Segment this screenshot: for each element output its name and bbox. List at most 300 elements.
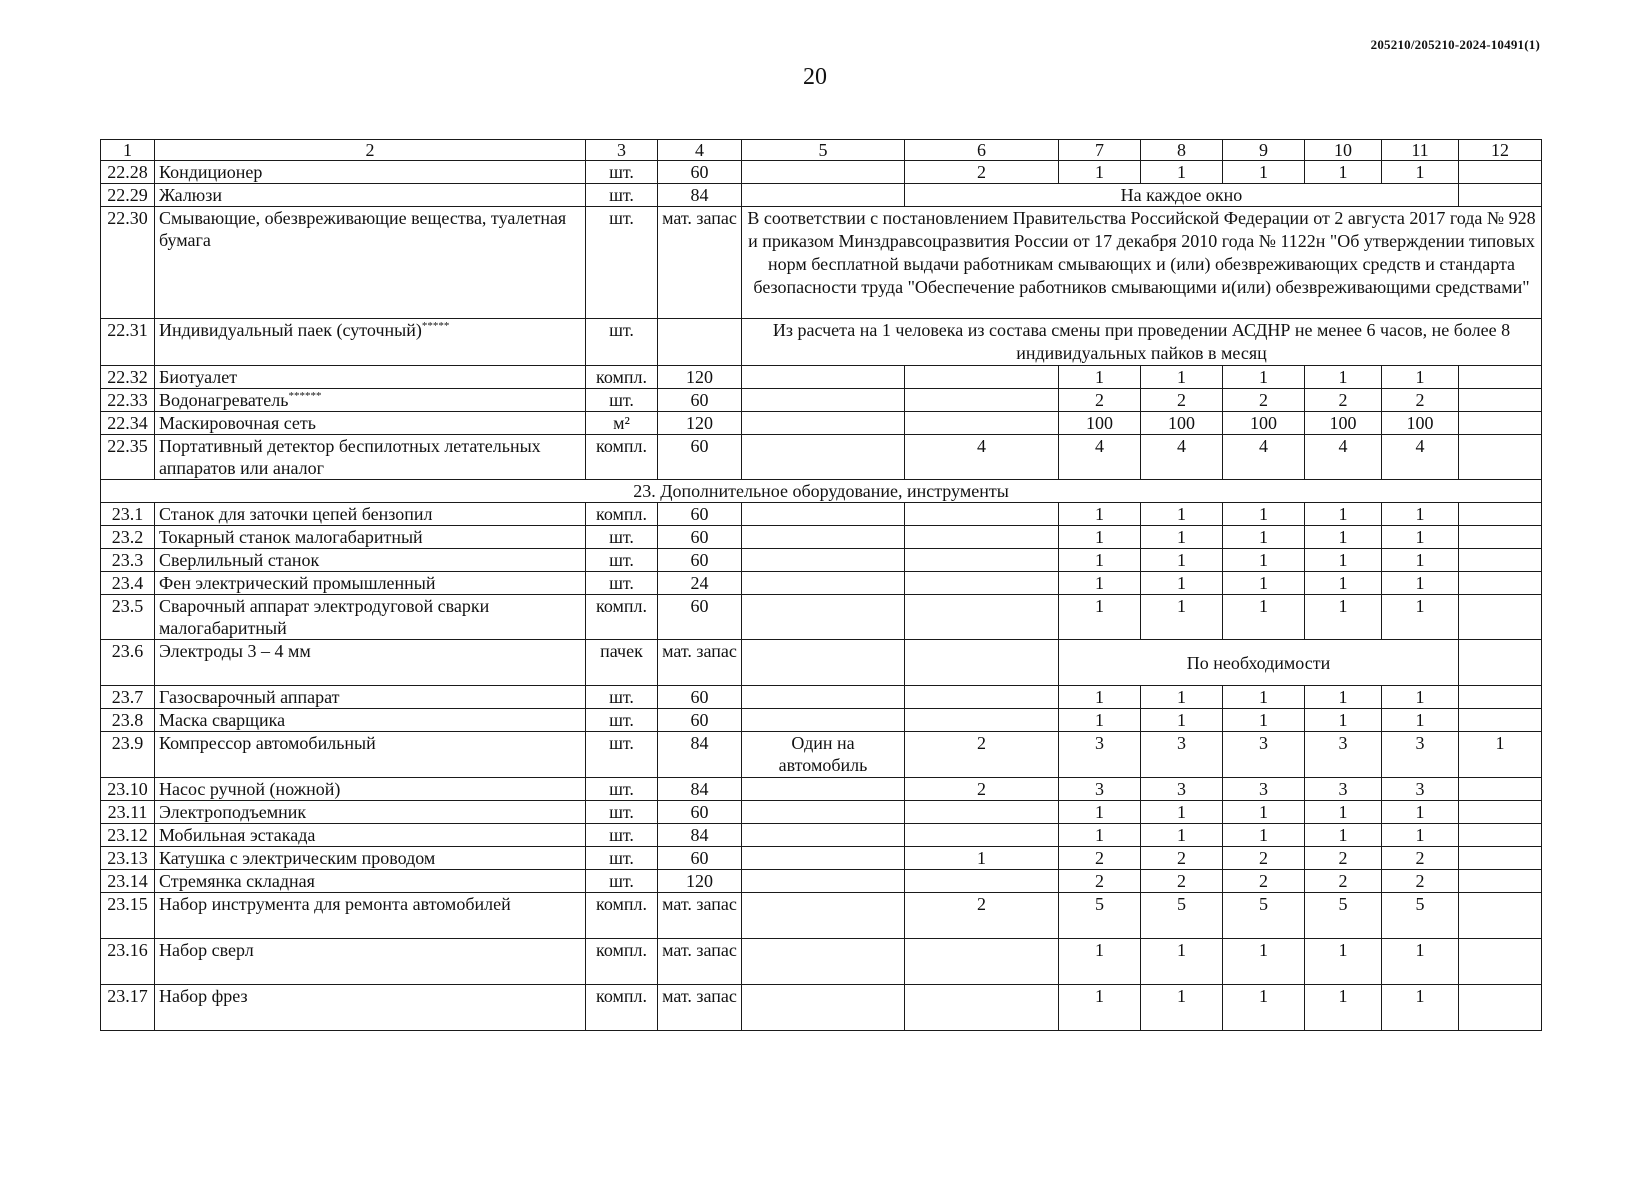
qty-cell: 1 [1223, 503, 1305, 526]
qty-cell: 1 [1305, 824, 1382, 847]
qty-cell: 2 [1059, 847, 1141, 870]
item-name-text: Биотуалет [159, 367, 238, 387]
row-number: 23.17 [101, 985, 155, 1031]
col5-cell [742, 985, 905, 1031]
col5-cell [742, 161, 905, 184]
qty-cell: 2 [905, 732, 1059, 778]
qty-cell: 1 [1141, 801, 1223, 824]
item-name [155, 572, 586, 595]
item-name-text: Электроды 3 – 4 мм [159, 641, 311, 661]
equipment-table [100, 139, 1542, 1031]
qty-cell: 2 [905, 778, 1059, 801]
qty-cell: 100 [1141, 412, 1223, 435]
row-number: 23.10 [101, 778, 155, 801]
table-row [101, 709, 1542, 732]
column-header: 3 [586, 140, 658, 161]
col5-cell [742, 549, 905, 572]
column-header: 8 [1141, 140, 1223, 161]
footnote-marker: ***** [421, 320, 450, 332]
qty-cell [1459, 572, 1542, 595]
item-name [155, 595, 586, 640]
qty-cell: 4 [1305, 435, 1382, 480]
qty-cell: 1 [1141, 595, 1223, 640]
col5-cell [742, 824, 905, 847]
col5-cell [742, 870, 905, 893]
qty-cell [905, 389, 1059, 412]
item-name-text: Индивидуальный паек (суточный) [159, 320, 422, 340]
qty-cell: 1 [1305, 939, 1382, 985]
qty-cell: 1 [1059, 526, 1141, 549]
qty-cell: 1 [1141, 939, 1223, 985]
table-row [101, 939, 1542, 985]
qty-cell: 2 [1305, 847, 1382, 870]
qty-cell: 1 [1382, 503, 1459, 526]
row-number: 23.14 [101, 870, 155, 893]
qty-cell: 1 [1305, 526, 1382, 549]
item-name-text: Фен электрический промышленный [159, 573, 436, 593]
col5-cell [742, 503, 905, 526]
qty-cell: 1 [1059, 709, 1141, 732]
item-name-text: Стремянка складная [159, 871, 315, 891]
unit-cell: пачек [586, 640, 658, 686]
qty-cell [905, 595, 1059, 640]
qty-cell: 1 [1305, 161, 1382, 184]
table-row [101, 801, 1542, 824]
unit-cell: шт. [586, 526, 658, 549]
row-number: 22.33 [101, 389, 155, 412]
col5-cell [742, 435, 905, 480]
qty-cell [1459, 778, 1542, 801]
period-cell [658, 319, 742, 366]
item-name [155, 893, 586, 939]
column-header: 6 [905, 140, 1059, 161]
col5-cell [742, 640, 905, 686]
table-row [101, 319, 1542, 366]
qty-cell: 1 [1382, 526, 1459, 549]
qty-cell: 3 [1223, 778, 1305, 801]
qty-cell: 1 [1459, 732, 1542, 778]
qty-cell [905, 985, 1059, 1031]
item-name-text: Маскировочная сеть [159, 413, 316, 433]
qty-cell [1459, 161, 1542, 184]
unit-cell: шт. [586, 824, 658, 847]
item-name [155, 435, 586, 480]
period-cell: мат. запас [658, 939, 742, 985]
qty-cell [1459, 893, 1542, 939]
period-cell: 60 [658, 801, 742, 824]
qty-cell: 1 [1059, 549, 1141, 572]
qty-cell [1459, 939, 1542, 985]
qty-cell: 2 [1305, 870, 1382, 893]
column-header: 5 [742, 140, 905, 161]
qty-cell [1459, 389, 1542, 412]
row-number: 23.1 [101, 503, 155, 526]
period-cell: 60 [658, 686, 742, 709]
table-row [101, 389, 1542, 412]
item-name [155, 709, 586, 732]
qty-cell: 1 [1305, 709, 1382, 732]
qty-cell: 1 [1059, 503, 1141, 526]
qty-cell [905, 870, 1059, 893]
unit-cell: шт. [586, 732, 658, 778]
qty-cell: 1 [1059, 595, 1141, 640]
period-cell: 60 [658, 595, 742, 640]
qty-cell: 2 [1223, 870, 1305, 893]
note-cell: В соответствии с постановлением Правительства Российской Федерации от 2 августа 2017 года № 928 и приказом Минздравсоцразвития России от 17 декабря 2010 года № 1122н "Об утверждении типовых норм бесплатной выдачи работникам смывающих и (или) обезвреживающих средств и стандарта безопасности труда "Обеспечение работников смывающими и(или) обезвреживающими средствами" [742, 207, 1542, 319]
qty-cell: 4 [905, 435, 1059, 480]
item-name [155, 412, 586, 435]
qty-cell: 1 [1382, 366, 1459, 389]
qty-cell: 2 [1141, 870, 1223, 893]
item-name-text: Водонагреватель [159, 390, 289, 410]
qty-cell [905, 366, 1059, 389]
column-header: 7 [1059, 140, 1141, 161]
qty-cell: 1 [1382, 595, 1459, 640]
qty-cell [1459, 435, 1542, 480]
col5-cell [742, 184, 905, 207]
qty-cell: 1 [1141, 161, 1223, 184]
qty-cell: 1 [1141, 709, 1223, 732]
qty-cell [1459, 870, 1542, 893]
qty-cell: 1 [1223, 366, 1305, 389]
qty-cell: 1 [1059, 366, 1141, 389]
item-name-text: Токарный станок малогабаритный [159, 527, 423, 547]
col5-cell [742, 526, 905, 549]
table-row [101, 893, 1542, 939]
column-header: 4 [658, 140, 742, 161]
period-cell: 24 [658, 572, 742, 595]
qty-cell: 1 [1305, 572, 1382, 595]
qty-cell: 1 [1382, 572, 1459, 595]
row-number: 22.34 [101, 412, 155, 435]
qty-cell: 1 [1223, 161, 1305, 184]
qty-cell: 2 [905, 161, 1059, 184]
col5-cell [742, 893, 905, 939]
qty-cell: 3 [1223, 732, 1305, 778]
qty-cell [1459, 985, 1542, 1031]
qty-cell: 2 [1305, 389, 1382, 412]
table-row [101, 640, 1542, 686]
qty-cell: 1 [1059, 801, 1141, 824]
unit-cell: компл. [586, 939, 658, 985]
qty-cell: 1 [1223, 686, 1305, 709]
row-number: 22.35 [101, 435, 155, 480]
qty-cell: 1 [1382, 709, 1459, 732]
qty-cell: 4 [1382, 435, 1459, 480]
qty-cell: 1 [905, 847, 1059, 870]
col5-cell [742, 778, 905, 801]
qty-cell: 1 [1223, 572, 1305, 595]
qty-cell: 1 [1059, 985, 1141, 1031]
note-cell: Из расчета на 1 человека из состава смены при проведении АСДНР не менее 6 часов, не более 8 индивидуальных пайков в месяц [742, 319, 1542, 366]
item-name [155, 184, 586, 207]
qty-cell: 1 [1305, 595, 1382, 640]
qty-cell: 2 [1382, 847, 1459, 870]
item-name-text: Набор сверл [159, 940, 254, 960]
table-row [101, 435, 1542, 480]
item-name-text: Кондиционер [159, 162, 263, 182]
table-row [101, 778, 1542, 801]
item-name [155, 732, 586, 778]
period-cell: 60 [658, 503, 742, 526]
qty-cell: 5 [1223, 893, 1305, 939]
unit-cell: шт. [586, 801, 658, 824]
qty-cell [905, 412, 1059, 435]
table-row [101, 985, 1542, 1031]
qty-cell: 1 [1223, 824, 1305, 847]
note-cell: По необходимости [1059, 640, 1459, 686]
column-header: 1 [101, 140, 155, 161]
qty-cell: 1 [1305, 801, 1382, 824]
unit-cell: шт. [586, 389, 658, 412]
qty-cell: 2 [1141, 847, 1223, 870]
qty-cell: 1 [1141, 572, 1223, 595]
qty-cell: 4 [1141, 435, 1223, 480]
qty-cell: 2 [1223, 847, 1305, 870]
item-name-text: Сварочный аппарат электродуговой сварки малогабаритный [159, 596, 490, 638]
unit-cell: компл. [586, 893, 658, 939]
item-name [155, 366, 586, 389]
row-number: 23.7 [101, 686, 155, 709]
col5-cell [742, 801, 905, 824]
qty-cell: 1 [1141, 824, 1223, 847]
qty-cell: 1 [1141, 503, 1223, 526]
qty-cell: 1 [1382, 824, 1459, 847]
period-cell: 120 [658, 366, 742, 389]
item-name-text: Электроподъемник [159, 802, 307, 822]
unit-cell: м² [586, 412, 658, 435]
qty-cell: 1 [1141, 686, 1223, 709]
qty-cell [1459, 549, 1542, 572]
qty-cell: 1 [1305, 985, 1382, 1031]
period-cell: 120 [658, 870, 742, 893]
period-cell: 60 [658, 161, 742, 184]
period-cell: 84 [658, 778, 742, 801]
qty-cell: 3 [1141, 778, 1223, 801]
page-number: 20 [803, 64, 827, 90]
table-row [101, 503, 1542, 526]
qty-cell: 1 [1382, 161, 1459, 184]
qty-cell: 1 [1223, 985, 1305, 1031]
period-cell: мат. запас [658, 640, 742, 686]
unit-cell: шт. [586, 686, 658, 709]
item-name-text: Маска сварщика [159, 710, 286, 730]
unit-cell: шт. [586, 161, 658, 184]
column-header: 9 [1223, 140, 1305, 161]
column-header: 2 [155, 140, 586, 161]
unit-cell: компл. [586, 503, 658, 526]
unit-cell: шт. [586, 709, 658, 732]
item-name-text: Компрессор автомобильный [159, 733, 376, 753]
qty-cell: 3 [1141, 732, 1223, 778]
period-cell: 84 [658, 732, 742, 778]
row-number: 23.4 [101, 572, 155, 595]
item-name-text: Набор инструмента для ремонта автомобилей [159, 894, 511, 914]
item-name [155, 526, 586, 549]
item-name [155, 640, 586, 686]
qty-cell: 100 [1059, 412, 1141, 435]
col5-cell: Один на автомобиль [742, 732, 905, 778]
qty-cell: 3 [1382, 778, 1459, 801]
period-cell: 60 [658, 549, 742, 572]
qty-cell: 2 [1059, 870, 1141, 893]
qty-cell: 3 [1059, 732, 1141, 778]
qty-cell: 2 [1382, 870, 1459, 893]
period-cell: 84 [658, 184, 742, 207]
row-number: 23.3 [101, 549, 155, 572]
qty-cell [905, 572, 1059, 595]
col5-cell [742, 939, 905, 985]
qty-cell [905, 640, 1059, 686]
section-title: 23. Дополнительное оборудование, инструменты [101, 480, 1542, 503]
qty-cell: 100 [1305, 412, 1382, 435]
period-cell: 60 [658, 709, 742, 732]
col5-cell [742, 366, 905, 389]
item-name [155, 778, 586, 801]
item-name [155, 549, 586, 572]
column-header: 11 [1382, 140, 1459, 161]
unit-cell: компл. [586, 366, 658, 389]
unit-cell: шт. [586, 184, 658, 207]
row-number: 23.2 [101, 526, 155, 549]
qty-cell: 3 [1305, 732, 1382, 778]
qty-cell [1459, 412, 1542, 435]
qty-cell: 1 [1059, 572, 1141, 595]
row-number: 23.16 [101, 939, 155, 985]
period-cell: мат. запас [658, 207, 742, 319]
item-name-text: Насос ручной (ножной) [159, 779, 341, 799]
unit-cell: шт. [586, 572, 658, 595]
table-row [101, 870, 1542, 893]
qty-cell: 1 [1141, 985, 1223, 1031]
row-number: 22.32 [101, 366, 155, 389]
qty-cell [1459, 709, 1542, 732]
qty-cell [905, 549, 1059, 572]
qty-cell [1459, 847, 1542, 870]
qty-cell [1459, 640, 1542, 686]
qty-cell: 5 [1059, 893, 1141, 939]
qty-cell [1459, 686, 1542, 709]
qty-cell: 1 [1305, 686, 1382, 709]
item-name-text: Мобильная эстакада [159, 825, 316, 845]
item-name-text: Смывающие, обезвреживающие вещества, туалетная бумага [159, 208, 567, 250]
item-name-text: Газосварочный аппарат [159, 687, 340, 707]
row-number: 22.30 [101, 207, 155, 319]
qty-cell: 1 [1305, 503, 1382, 526]
period-cell: 60 [658, 526, 742, 549]
row-number: 23.9 [101, 732, 155, 778]
unit-cell: компл. [586, 435, 658, 480]
period-cell: 120 [658, 412, 742, 435]
unit-cell: шт. [586, 549, 658, 572]
item-name [155, 870, 586, 893]
table-header-row [101, 140, 1542, 161]
qty-cell: 4 [1059, 435, 1141, 480]
row-number: 23.15 [101, 893, 155, 939]
period-cell: мат. запас [658, 985, 742, 1031]
qty-cell [905, 686, 1059, 709]
table-row [101, 549, 1542, 572]
qty-cell [905, 801, 1059, 824]
col5-cell [742, 595, 905, 640]
qty-cell: 1 [1059, 824, 1141, 847]
item-name-text: Набор фрез [159, 986, 248, 1006]
unit-cell: шт. [586, 778, 658, 801]
qty-cell: 1 [1382, 686, 1459, 709]
qty-cell [1459, 526, 1542, 549]
table-row [101, 686, 1542, 709]
qty-cell: 1 [1141, 549, 1223, 572]
unit-cell: шт. [586, 870, 658, 893]
row-number: 23.6 [101, 640, 155, 686]
col5-cell [742, 572, 905, 595]
table-row [101, 184, 1542, 207]
row-number: 23.8 [101, 709, 155, 732]
table-row [101, 824, 1542, 847]
table-row [101, 207, 1542, 319]
qty-cell: 1 [1059, 686, 1141, 709]
item-name [155, 801, 586, 824]
unit-cell: шт. [586, 319, 658, 366]
table-row [101, 732, 1542, 778]
period-cell: 84 [658, 824, 742, 847]
qty-cell: 1 [1059, 161, 1141, 184]
qty-cell: 1 [1382, 939, 1459, 985]
footnote-marker: ****** [288, 390, 322, 402]
row-number: 23.12 [101, 824, 155, 847]
qty-cell: 100 [1382, 412, 1459, 435]
item-name [155, 161, 586, 184]
qty-cell: 1 [1223, 939, 1305, 985]
unit-cell: компл. [586, 985, 658, 1031]
item-name [155, 939, 586, 985]
qty-cell [905, 709, 1059, 732]
item-name-text: Сверлильный станок [159, 550, 320, 570]
qty-cell [905, 824, 1059, 847]
item-name [155, 319, 586, 366]
col5-cell [742, 709, 905, 732]
qty-cell: 2 [1059, 389, 1141, 412]
item-name [155, 503, 586, 526]
qty-cell [1459, 184, 1542, 207]
table-row [101, 366, 1542, 389]
unit-cell: шт. [586, 207, 658, 319]
qty-cell: 1 [1141, 366, 1223, 389]
qty-cell: 5 [1141, 893, 1223, 939]
item-name [155, 389, 586, 412]
qty-cell: 4 [1223, 435, 1305, 480]
row-number: 23.11 [101, 801, 155, 824]
document-id: 205210/205210-2024-10491(1) [1370, 37, 1540, 52]
qty-cell [905, 526, 1059, 549]
row-number: 22.31 [101, 319, 155, 366]
item-name [155, 985, 586, 1031]
row-number: 23.13 [101, 847, 155, 870]
row-number: 23.5 [101, 595, 155, 640]
item-name-text: Катушка с электрическим проводом [159, 848, 436, 868]
item-name [155, 847, 586, 870]
col5-cell [742, 686, 905, 709]
row-number: 22.29 [101, 184, 155, 207]
qty-cell: 2 [1141, 389, 1223, 412]
qty-cell: 3 [1059, 778, 1141, 801]
period-cell: 60 [658, 435, 742, 480]
qty-cell: 1 [1305, 366, 1382, 389]
qty-cell: 1 [1382, 801, 1459, 824]
qty-cell [1459, 595, 1542, 640]
qty-cell: 3 [1382, 732, 1459, 778]
col5-cell [742, 412, 905, 435]
